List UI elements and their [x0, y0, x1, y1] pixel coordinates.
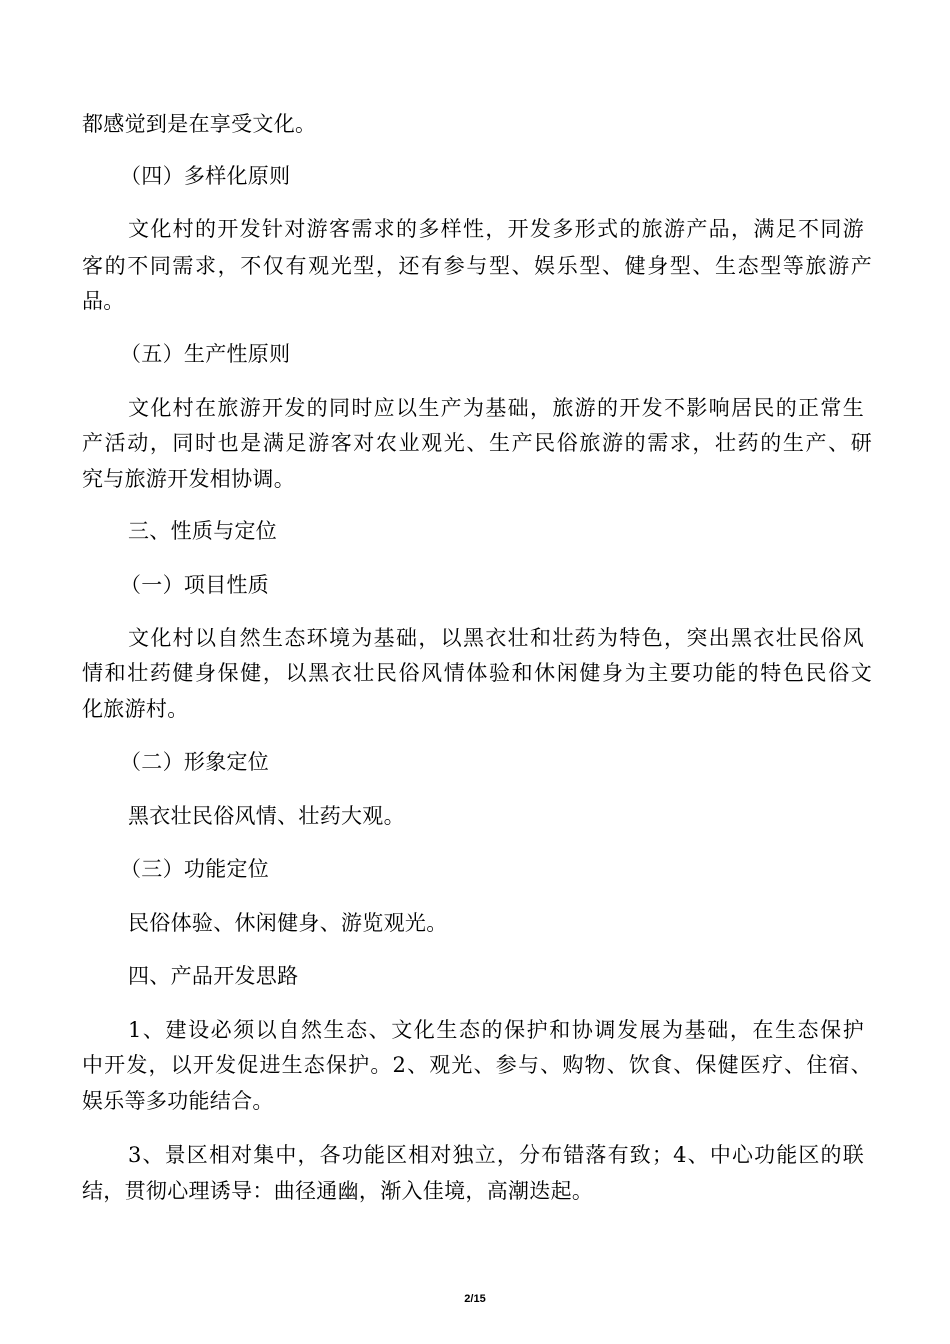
paragraph-line: 都感觉到是在享受文化。: [82, 112, 317, 136]
paragraph-line: 化旅游村。: [82, 697, 189, 721]
paragraph-line: 娱乐等多功能结合。: [82, 1089, 274, 1113]
section-heading: 四、产品开发思路: [128, 964, 299, 988]
section-subheading: （二）形象定位: [120, 750, 270, 774]
paragraph-line: 黑衣壮民俗风情、壮药大观。: [128, 804, 405, 828]
section-heading: 三、性质与定位: [128, 519, 278, 543]
section-subheading: （一）项目性质: [120, 573, 270, 597]
paragraph-line: 3、景区相对集中，各功能区相对独立，分布错落有致；4、中心功能区的联: [128, 1143, 864, 1167]
paragraph-line: 民俗体验、休闲健身、游览观光。: [128, 911, 448, 935]
page-number: 2/15: [464, 1293, 486, 1305]
paragraph-line: 情和壮药健身保健，以黑衣壮民俗风情体验和休闲健身为主要功能的特色民俗文: [82, 661, 872, 685]
paragraph-line: 文化村在旅游开发的同时应以生产为基础，旅游的开发不影响居民的正常生: [128, 396, 864, 420]
section-subheading: （三）功能定位: [120, 857, 270, 881]
paragraph-line: 文化村的开发针对游客需求的多样性，开发多形式的旅游产品，满足不同游: [128, 217, 864, 241]
paragraph-line: 产活动，同时也是满足游客对农业观光、生产民俗旅游的需求，壮药的生产、研: [82, 431, 872, 455]
section-subheading: （四）多样化原则: [120, 164, 291, 188]
paragraph-line: 文化村以自然生态环境为基础，以黑衣壮和壮药为特色，突出黑衣壮民俗风: [128, 626, 864, 650]
paragraph-line: 1、建设必须以自然生态、文化生态的保护和协调发展为基础，在生态保护: [128, 1018, 864, 1042]
paragraph-line: 结，贯彻心理诱导：曲径通幽，渐入佳境，高潮迭起。: [82, 1179, 594, 1203]
paragraph-line: 究与旅游开发相协调。: [82, 467, 295, 491]
paragraph-line: 品。: [82, 289, 125, 313]
paragraph-line: 中开发，以开发促进生态保护。2、观光、参与、购物、饮食、保健医疗、住宿、: [82, 1053, 872, 1077]
section-subheading: （五）生产性原则: [120, 342, 291, 366]
paragraph-line: 客的不同需求，不仅有观光型，还有参与型、娱乐型、健身型、生态型等旅游产: [82, 254, 872, 278]
